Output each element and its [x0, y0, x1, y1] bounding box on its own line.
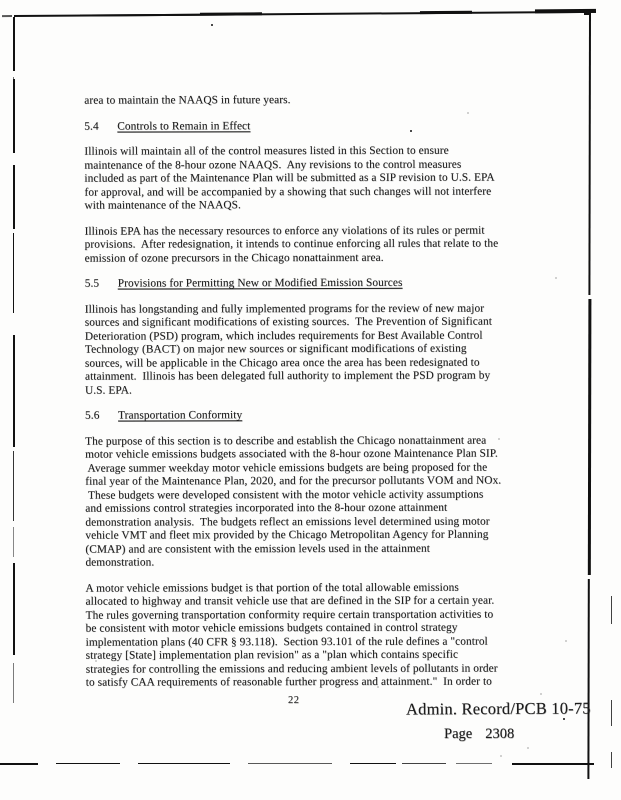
scan-border-top: [14, 9, 596, 19]
scan-noise-specks: [211, 24, 213, 26]
paragraph: Illinois EPA has the necessary resources to enforce any violations of its rules or permit provisions. After redesignation, it intends to continue enforcing all rules that relate to the emission of ozone precursors in the Chicago nonattainment area.: [84, 224, 499, 265]
page-number: 22: [288, 695, 300, 706]
section-heading-5-4: [84, 119, 574, 134]
section-title: Provisions for Permitting New or Modified Emission Sources: [117, 276, 403, 290]
section-number: 5.5: [84, 277, 100, 290]
admin-record-stamp: Admin. Record/PCB 10-75: [405, 698, 591, 719]
document-content: [84, 93, 576, 702]
intro-text: area to maintain the NAAQS in future years.: [84, 94, 291, 107]
section-number: 5.6: [85, 409, 100, 422]
scan-border-left: [13, 15, 16, 715]
paragraph: The purpose of this section is to describe and establish the Chicago nonattainment area motor vehicle emissions budgets associated with the 8-hour ozone Maintenance Plan SIP. Average summer weekday motor vehicle emissions budgets are being proposed for the final year of the Maintenance Plan, 2020, and for the precursor pollutants VOM and NOx. These budgets were developed consistent with the motor vehicle activity assumptions and emissions control strategies incorporated into the 8-hour ozone attainment demonstration analysis. The budgets reflect an emissions level determined using motor vehicle VMT and fleet mix provided by the Chicago Metropolitan Agency for Planning (CMAP) and are consistent with the emission levels used in the attainment demonstration.: [85, 434, 502, 569]
paragraph: A motor vehicle emissions budget is that portion of the total allowable emissions allocated to highway and transit vehicle use that are defined in the SIP for a certain year. The rules governing transportation conformity require certain transportation activities to be consistent with motor vehicle emissions budgets contained in control strategy implementation plans (40 CFR § 93.118). Section 93.101 of the rule defines a "control strategy [State] implementation plan revision" as a "plan which contains specific strategies for controlling the emissions and reducing ambient levels of pollutants in order to satisfy CAA requirements of reasonable further progress and attainment." In order to: [85, 581, 498, 689]
paragraph: Illinois has longstanding and fully implemented programs for the review of new major sources and significant modifications of existing sources. The Prevention of Significant Deterioration (PSD) program, which includes requirements for Best Available Control Technology (BACT) on major new sources or significant modifications of existing sources, will be applicable in the Chicago area once the area has been redesignated to attainment. Illinois has been delegated full authority to implement the PSD program by U.S. EPA.: [84, 302, 492, 397]
section-heading-5-5: [85, 276, 575, 291]
paragraph: Illinois will maintain all of the control measures listed in this Section to ensure maintenance of the 8-hour ozone NAAQS. Any revisions to the control measures included as part of the Maintenance Plan will be submitted as a SIP revision to U.S. EPA for approval, and will be accompanied by a showing that such changes will not interfere with maintenance of the NAAQS.: [84, 144, 495, 212]
page-stamp: [444, 726, 514, 743]
section-title: Controls to Remain in Effect: [117, 119, 251, 133]
scan-border-right: [587, 15, 593, 765]
scan-border-bottom: [0, 762, 596, 766]
section-heading-5-6: [85, 408, 575, 423]
section-number: 5.4: [84, 120, 99, 133]
page-stamp-number: 2308: [485, 726, 515, 742]
scan-border-right-outer: [611, 0, 613, 800]
page-stamp-label: Page: [444, 726, 473, 742]
section-title: Transportation Conformity: [118, 409, 243, 422]
